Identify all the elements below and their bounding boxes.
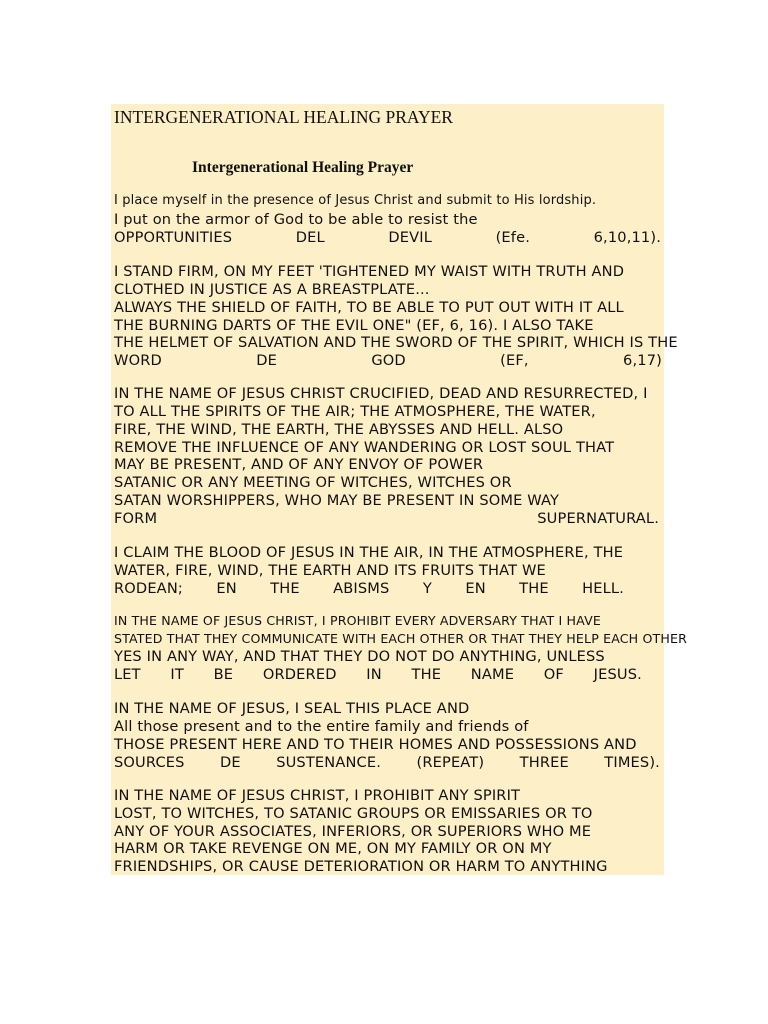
document-subtitle: Intergenerational Healing Prayer xyxy=(192,159,414,176)
justified-word: HELL. xyxy=(582,580,624,597)
justified-word: DE xyxy=(220,754,241,771)
justified-word: SUSTENANCE. xyxy=(276,754,382,771)
p7-line-1: IN THE NAME OF JESUS CHRIST, I PROHIBIT ANY SPIRIT xyxy=(114,787,521,804)
p5-line-1: IN THE NAME OF JESUS CHRIST, I PROHIBIT EVERY ADVERSARY THAT I HAVE xyxy=(114,613,601,628)
justified-word: NAME xyxy=(470,666,515,683)
justified-word: DE xyxy=(256,352,277,369)
p5-line-3: YES IN ANY WAY, AND THAT THEY DO NOT DO ANYTHING, UNLESS xyxy=(114,648,605,665)
justified-word: THREE xyxy=(519,754,569,771)
justified-word: IN xyxy=(366,666,382,683)
p2-line-3: ALWAYS THE SHIELD OF FAITH, TO BE ABLE TO PUT OUT WITH IT ALL xyxy=(114,299,624,316)
p3-line-2: TO ALL THE SPIRITS OF THE AIR; THE ATMOSPHERE, THE WATER, xyxy=(114,403,596,420)
p1-line-2 xyxy=(114,229,661,247)
justified-word: THE xyxy=(270,580,300,597)
justified-word: SOURCES xyxy=(114,754,185,771)
p2-line-6 xyxy=(114,352,662,370)
p7-line-2: LOST, TO WITCHES, TO SATANIC GROUPS OR EMISSARIES OR TO xyxy=(114,805,593,822)
justified-word: DEL xyxy=(295,229,325,246)
justified-word: THE xyxy=(411,666,442,683)
p6-line-3: THOSE PRESENT HERE AND TO THEIR HOMES AND POSSESSIONS AND xyxy=(114,736,637,753)
p5-line-4 xyxy=(114,666,642,684)
justified-word: (REPEAT) xyxy=(416,754,485,771)
justified-word: RODEAN; xyxy=(114,580,183,597)
justified-word: ORDERED xyxy=(262,666,337,683)
justified-word: LET xyxy=(114,666,141,683)
p6-line-4 xyxy=(114,754,660,772)
p4-line-3 xyxy=(114,580,624,598)
justified-word: EN xyxy=(216,580,237,597)
p5-line-2: STATED THAT THEY COMMUNICATE WITH EACH OTHER OR THAT THEY HELP EACH OTHER xyxy=(114,631,687,646)
justified-word: DEVIL xyxy=(388,229,432,246)
p7-line-5: FRIENDSHIPS, OR CAUSE DETERIORATION OR HARM TO ANYTHING xyxy=(114,858,608,875)
justified-word: ABISMS xyxy=(333,580,390,597)
p3-line-5: MAY BE PRESENT, AND OF ANY ENVOY OF POWER xyxy=(114,456,484,473)
justified-word: BE xyxy=(213,666,234,683)
p3-line-6: SATANIC OR ANY MEETING OF WITCHES, WITCHES OR xyxy=(114,474,512,491)
p2-line-1: I STAND FIRM, ON MY FEET 'TIGHTENED MY WAIST WITH TRUTH AND xyxy=(114,263,625,280)
justified-word: (Efe. xyxy=(495,229,531,246)
justified-word: EN xyxy=(465,580,486,597)
p3-line-4: REMOVE THE INFLUENCE OF ANY WANDERING OR LOST SOUL THAT xyxy=(114,439,615,456)
p7-line-3: ANY OF YOUR ASSOCIATES, INFERIORS, OR SUPERIORS WHO ME xyxy=(114,823,592,840)
justified-word: OPPORTUNITIES xyxy=(114,229,233,246)
justified-word: JESUS. xyxy=(593,666,642,683)
justified-word: SUPERNATURAL. xyxy=(537,510,659,527)
justified-word: GOD xyxy=(371,352,406,369)
p6-line-2: All those present and to the entire family and friends of xyxy=(114,718,529,735)
p6-line-1: IN THE NAME OF JESUS, I SEAL THIS PLACE AND xyxy=(114,700,470,717)
document-title: INTERGENERATIONAL HEALING PRAYER xyxy=(114,107,453,127)
justified-word: (EF, xyxy=(500,352,529,369)
justified-word: OF xyxy=(543,666,564,683)
p2-line-5: THE HELMET OF SALVATION AND THE SWORD OF THE SPIRIT, WHICH IS THE xyxy=(114,334,678,351)
intro-line: I place myself in the presence of Jesus Christ and submit to His lordship. xyxy=(114,193,597,208)
justified-word: THE xyxy=(519,580,549,597)
justified-word: Y xyxy=(422,580,432,597)
justified-word: WORD xyxy=(114,352,162,369)
justified-word: 6,17) xyxy=(623,352,662,369)
p4-line-2: WATER, FIRE, WIND, THE EARTH AND ITS FRUITS THAT WE xyxy=(114,562,546,579)
p1-line-1: I put on the armor of God to be able to resist the xyxy=(114,211,478,228)
p2-line-2: CLOTHED IN JUSTICE AS A BREASTPLATE... xyxy=(114,281,430,298)
p7-line-4: HARM OR TAKE REVENGE ON ME, ON MY FAMILY OR ON MY xyxy=(114,840,552,857)
justified-word: TIMES). xyxy=(604,754,660,771)
p3-line-3: FIRE, THE WIND, THE EARTH, THE ABYSSES AND HELL. ALSO xyxy=(114,421,564,438)
p3-line-8 xyxy=(114,510,659,528)
p4-line-1: I CLAIM THE BLOOD OF JESUS IN THE AIR, IN THE ATMOSPHERE, THE xyxy=(114,544,624,561)
p3-line-7: SATAN WORSHIPPERS, WHO MAY BE PRESENT IN SOME WAY xyxy=(114,492,560,509)
justified-word: FORM xyxy=(114,510,158,527)
p2-line-4: THE BURNING DARTS OF THE EVIL ONE" (EF, 6, 16). I ALSO TAKE xyxy=(114,317,594,334)
justified-word: 6,10,11). xyxy=(593,229,661,246)
p3-line-1: IN THE NAME OF JESUS CHRIST CRUCIFIED, DEAD AND RESURRECTED, I xyxy=(114,385,648,402)
justified-word: IT xyxy=(170,666,184,683)
